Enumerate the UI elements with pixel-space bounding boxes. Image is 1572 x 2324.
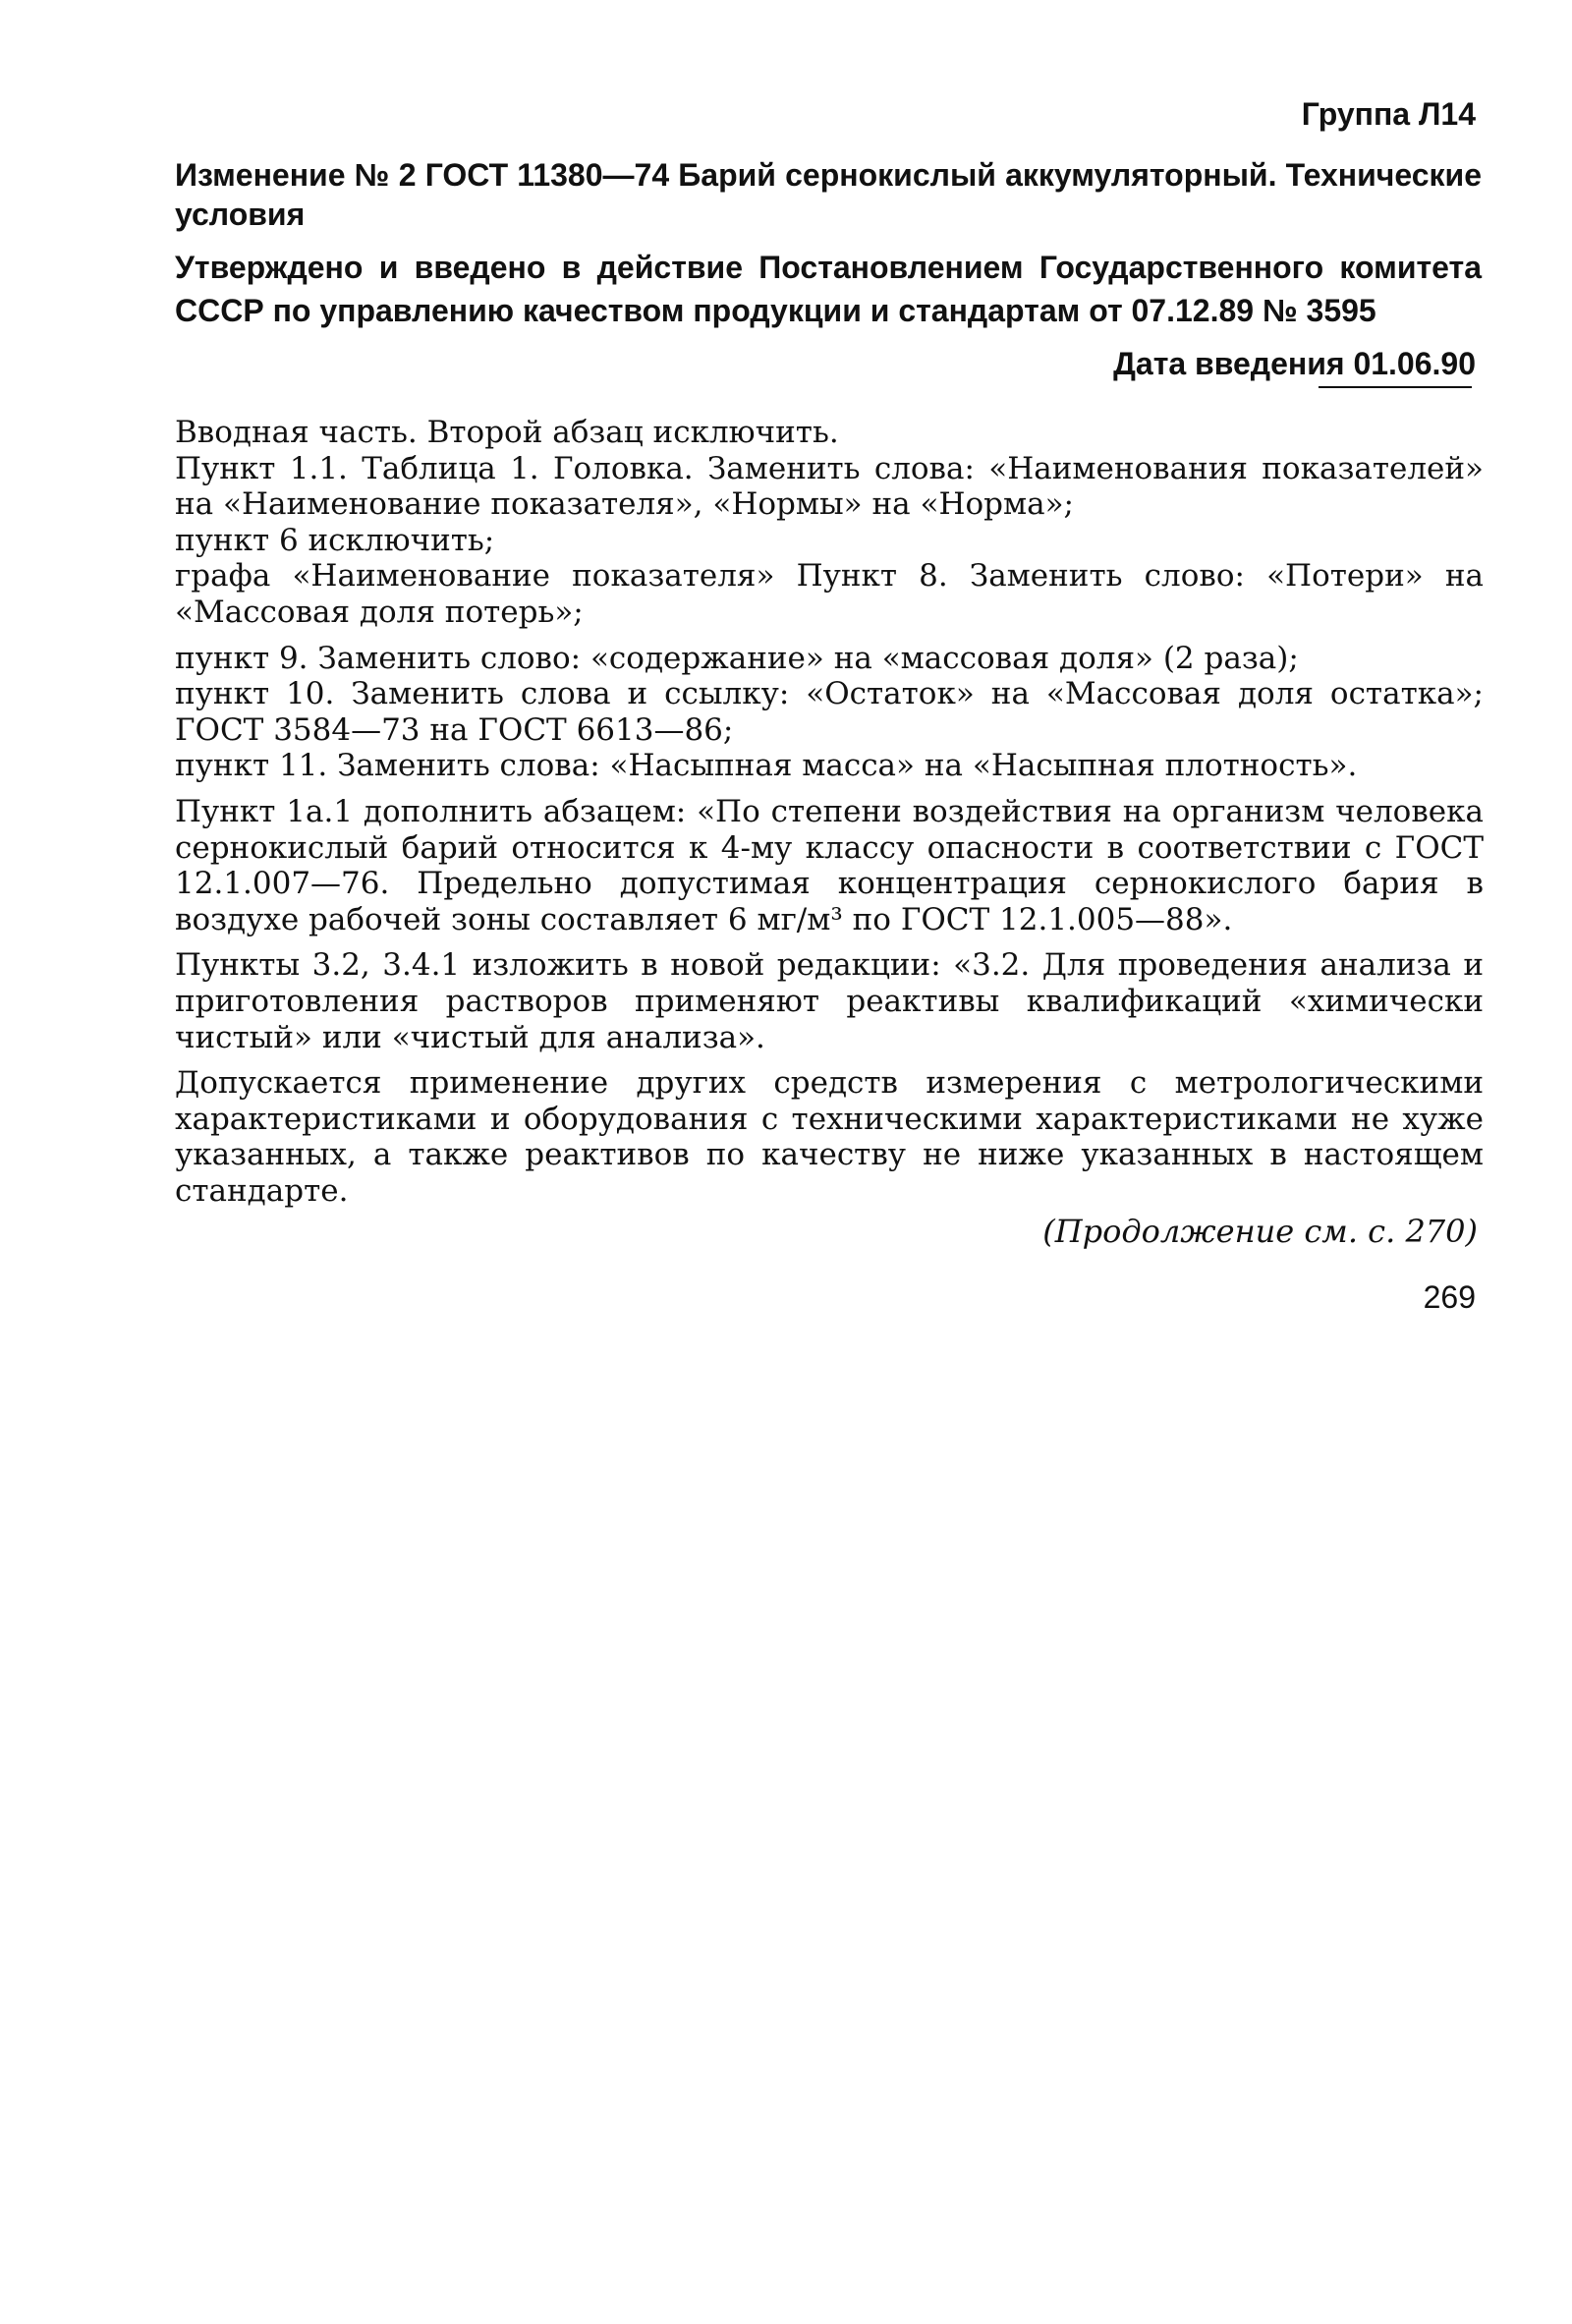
effective-date — [1113, 346, 1476, 382]
effective-date-value: 01.06.90 — [1353, 346, 1476, 381]
paragraph-item-1a-1: Пункт 1а.1 дополнить абзацем: «По степени воздействия на организм человека сернокислый барий относится к 4-му классу опасности в соответствии с ГОСТ 12.1.007—76. Предельно допустимая концентрация сернокислого бария в воздухе рабочей зоны составляет 6 мг/м³ по ГОСТ 12.1.005—88». — [175, 793, 1484, 937]
group-code: Группа Л14 — [1301, 96, 1476, 132]
paragraph-item-9: пункт 9. Заменить слово: «содержание» на «массовая доля» (2 раза); — [175, 640, 1299, 676]
continuation-note: (Продолжение см. с. 270) — [1042, 1213, 1478, 1250]
effective-date-label: Дата введения — [1113, 346, 1345, 381]
paragraph-item-8: графа «Наименование показателя» Пункт 8. Заменить слово: «Потери» на «Массовая доля потерь»; — [175, 558, 1484, 630]
paragraph-items-3-2: Пункты 3.2, 3.4.1 изложить в новой редакции: «3.2. Для проведения анализа и приготовления растворов применяют реактивы квалификаций «химически чистый» или «чистый для анализа». — [175, 947, 1484, 1055]
amendment-title: Изменение № 2 ГОСТ 11380—74 Барий сернокислый аккумуляторный. Технические условия — [175, 157, 1482, 232]
paragraph-item-6: пункт 6 исключить; — [175, 522, 495, 558]
paragraph-intro: Вводная часть. Второй абзац исключить. — [175, 415, 839, 450]
approval-statement: Утверждено и введено в действие Постановлением Государственного комитета СССР по управлению качеством продукции и стандартам от 07.12.89 № 3595 — [175, 250, 1482, 328]
paragraph-item-1-1: Пункт 1.1. Таблица 1. Головка. Заменить слова: «Наименования показателей» на «Наименование показателя», «Нормы» на «Норма»; — [175, 450, 1484, 523]
paragraph-item-11: пункт 11. Заменить слова: «Насыпная масса» на «Насыпная плотность». — [175, 748, 1358, 784]
amendment-body — [175, 415, 1484, 1209]
date-underline — [1319, 386, 1472, 388]
paragraph-allowed: Допускается применение других средств измерения с метрологическими характеристиками и оборудования с техническими характеристиками не хуже указанных, а также реактивов по качеству не ниже указанных в настоящем стандарте. — [175, 1065, 1484, 1209]
page-number: 269 — [1423, 1279, 1476, 1315]
paragraph-item-10: пункт 10. Заменить слова и ссылку: «Остаток» на «Массовая доля остатка»; ГОСТ 3584—73 на ГОСТ 6613—86; — [175, 676, 1484, 748]
